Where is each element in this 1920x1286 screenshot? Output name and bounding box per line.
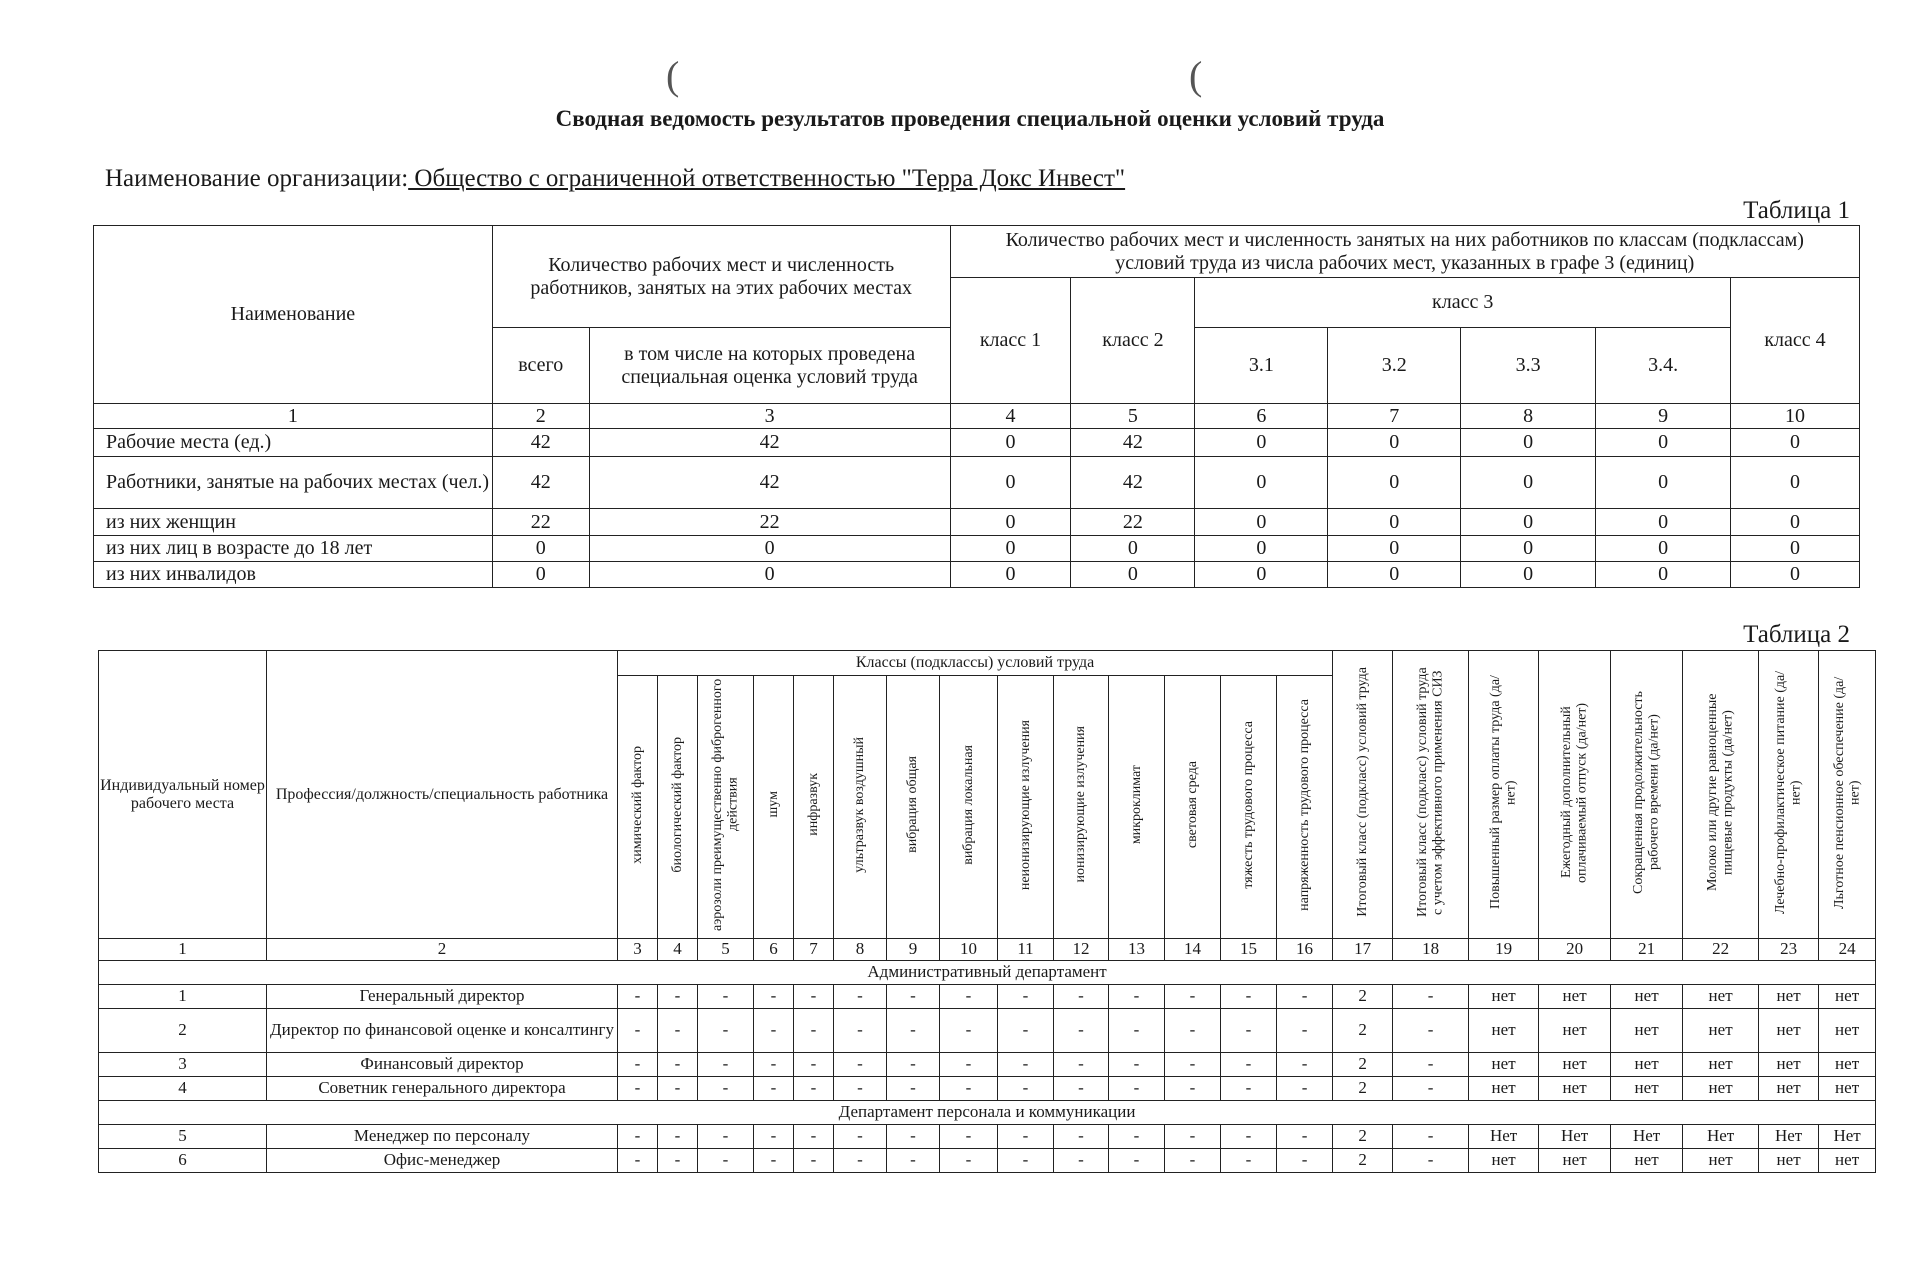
factor-class: - <box>658 985 698 1009</box>
factor-class: - <box>794 1077 834 1101</box>
guarantee-value: нет <box>1683 1009 1759 1053</box>
column-number: 21 <box>1611 939 1683 961</box>
factor-class: - <box>1165 985 1221 1009</box>
factor-class: - <box>754 1077 794 1101</box>
factor-class: - <box>1277 1053 1333 1077</box>
department-name: Департамент персонала и коммуникации <box>99 1101 1876 1125</box>
header-class3-3: 3.3 <box>1461 328 1596 404</box>
factor-class: - <box>754 985 794 1009</box>
column-number-row <box>99 939 1876 961</box>
cell-value: 0 <box>950 536 1071 562</box>
profession-name: Директор по финансовой оценке и консалтингу <box>267 1009 618 1053</box>
cell-value: 0 <box>1195 509 1328 536</box>
cell-value: 22 <box>492 509 589 536</box>
factor-class: - <box>754 1053 794 1077</box>
cell-value: 0 <box>950 562 1071 588</box>
factor-class: - <box>1221 985 1277 1009</box>
guarantee-value: нет <box>1819 985 1876 1009</box>
final-class-siz: - <box>1393 1125 1469 1149</box>
guarantee-value: нет <box>1539 1053 1611 1077</box>
cell-value: 0 <box>1461 509 1596 536</box>
header-assessed: в том числе на которых проведена специальная оценка условий труда <box>589 328 950 404</box>
factor-class: - <box>794 1053 834 1077</box>
header-milk: Молоко или другие равноценные пищевые продукты (да/нет) <box>1683 651 1759 939</box>
factor-class: - <box>1109 1053 1165 1077</box>
column-number: 13 <box>1109 939 1165 961</box>
cell-value: 0 <box>1596 509 1731 536</box>
guarantee-value: нет <box>1611 1053 1683 1077</box>
row-name: из них инвалидов <box>94 562 493 588</box>
cell-value: 0 <box>1596 536 1731 562</box>
factor-class: - <box>1054 1053 1109 1077</box>
factor-class: - <box>754 1149 794 1173</box>
factor-class: - <box>1165 1149 1221 1173</box>
column-number: 4 <box>658 939 698 961</box>
cell-value: 0 <box>1731 562 1860 588</box>
guarantee-value: нет <box>1759 1053 1819 1077</box>
factor-class: - <box>887 1053 940 1077</box>
header-workplaces-group: Количество рабочих мест и численность работников, занятых на этих рабочих местах <box>492 226 950 328</box>
guarantee-value: нет <box>1469 1149 1539 1173</box>
cell-value: 0 <box>1195 562 1328 588</box>
guarantee-value: нет <box>1469 1077 1539 1101</box>
column-number: 9 <box>887 939 940 961</box>
handwritten-mark: ( <box>666 53 680 98</box>
factor-class: - <box>940 1125 998 1149</box>
column-number: 19 <box>1469 939 1539 961</box>
workplaces-table <box>98 650 1876 1173</box>
column-number: 2 <box>267 939 618 961</box>
guarantee-value: нет <box>1611 1009 1683 1053</box>
factor-class: - <box>887 1077 940 1101</box>
factor-class: - <box>658 1009 698 1053</box>
cell-value: 42 <box>1071 457 1195 509</box>
guarantee-value: нет <box>1611 985 1683 1009</box>
header-name: Наименование <box>94 226 493 404</box>
workplace-rows <box>99 961 1876 1173</box>
factor-class: - <box>618 1125 658 1149</box>
factor-class: - <box>834 1077 887 1101</box>
header-increased-pay: Повышенный размер оплаты труда (да/нет) <box>1469 651 1539 939</box>
workplace-id: 5 <box>99 1125 267 1149</box>
factor-class: - <box>618 1077 658 1101</box>
column-number: 24 <box>1819 939 1876 961</box>
factor-class: - <box>834 1053 887 1077</box>
guarantee-value: нет <box>1539 1009 1611 1053</box>
column-number: 1 <box>99 939 267 961</box>
table2-label: Таблица 2 <box>1743 621 1850 648</box>
cell-value: 0 <box>1328 536 1461 562</box>
cell-value: 0 <box>1328 457 1461 509</box>
final-class: 2 <box>1333 1077 1393 1101</box>
header-class3-1: 3.1 <box>1195 328 1328 404</box>
factor-class: - <box>1221 1009 1277 1053</box>
cell-value: 0 <box>1461 429 1596 457</box>
factor-class: - <box>698 1125 754 1149</box>
header-reduced-time: Сокращенная продолжительность рабочего времени (да/нет) <box>1611 651 1683 939</box>
guarantee-value: нет <box>1759 1009 1819 1053</box>
organization-line <box>105 165 1125 193</box>
summary-row <box>94 562 1860 588</box>
guarantee-value: Нет <box>1759 1125 1819 1149</box>
header-classes-group: Количество рабочих мест и численность занятых на них работников по классам (подклассам) условий труда из числа рабочих мест, указанных в графе 3 (единиц) <box>950 226 1859 278</box>
guarantee-value: нет <box>1539 985 1611 1009</box>
header-final-class-siz: Итоговый класс (подкласс) условий труда с учетом эффективного применения СИЗ <box>1393 651 1469 939</box>
guarantee-value: нет <box>1759 1077 1819 1101</box>
cell-value: 0 <box>1195 536 1328 562</box>
column-number: 7 <box>794 939 834 961</box>
final-class: 2 <box>1333 985 1393 1009</box>
column-number: 3 <box>618 939 658 961</box>
header-factor: ионизирующие излучения <box>1054 676 1109 939</box>
column-number: 20 <box>1539 939 1611 961</box>
factor-class: - <box>1165 1125 1221 1149</box>
header-factor: химический фактор <box>618 676 658 939</box>
workplace-row <box>99 1149 1876 1173</box>
factor-class: - <box>1165 1053 1221 1077</box>
guarantee-value: нет <box>1683 1077 1759 1101</box>
factor-class: - <box>1054 1077 1109 1101</box>
guarantee-value: нет <box>1819 1149 1876 1173</box>
factor-class: - <box>754 1125 794 1149</box>
header-factor: вибрация общая <box>887 676 940 939</box>
header-factor: шум <box>754 676 794 939</box>
cell-value: 0 <box>1731 536 1860 562</box>
guarantee-value: нет <box>1469 1009 1539 1053</box>
header-factor: ультразвук воздушный <box>834 676 887 939</box>
factor-class: - <box>998 1077 1054 1101</box>
summary-row <box>94 429 1860 457</box>
column-number: 8 <box>834 939 887 961</box>
header-factor: инфразвук <box>794 676 834 939</box>
guarantee-value: Нет <box>1469 1125 1539 1149</box>
cell-value: 0 <box>1596 562 1731 588</box>
cell-value: 0 <box>1328 509 1461 536</box>
column-number: 10 <box>1731 404 1860 429</box>
profession-name: Офис-менеджер <box>267 1149 618 1173</box>
factor-class: - <box>658 1053 698 1077</box>
guarantee-value: Нет <box>1539 1125 1611 1149</box>
factor-class: - <box>618 1149 658 1173</box>
column-number: 12 <box>1054 939 1109 961</box>
cell-value: 0 <box>1071 536 1195 562</box>
factor-class: - <box>1277 1009 1333 1053</box>
guarantee-value: Нет <box>1611 1125 1683 1149</box>
factor-class: - <box>1221 1125 1277 1149</box>
factor-class: - <box>887 1125 940 1149</box>
header-factor: вибрация локальная <box>940 676 998 939</box>
column-number: 2 <box>492 404 589 429</box>
factor-class: - <box>794 1009 834 1053</box>
column-number: 16 <box>1277 939 1333 961</box>
header-factor: микроклимат <box>1109 676 1165 939</box>
guarantee-value: нет <box>1819 1077 1876 1101</box>
cell-value: 0 <box>1731 509 1860 536</box>
workplace-row <box>99 1125 1876 1149</box>
header-factor: биологический фактор <box>658 676 698 939</box>
header-conditions-group: Классы (подклассы) условий труда <box>618 651 1333 676</box>
factor-class: - <box>998 985 1054 1009</box>
summary-row <box>94 457 1860 509</box>
factor-class: - <box>754 1009 794 1053</box>
factor-class: - <box>998 1009 1054 1053</box>
guarantee-value: Нет <box>1683 1125 1759 1149</box>
guarantee-value: нет <box>1539 1077 1611 1101</box>
workplace-id: 6 <box>99 1149 267 1173</box>
factor-class: - <box>618 985 658 1009</box>
cell-value: 42 <box>1071 429 1195 457</box>
handwritten-mark: ( <box>1189 53 1203 98</box>
factor-class: - <box>940 1077 998 1101</box>
factor-class: - <box>834 1009 887 1053</box>
column-number: 14 <box>1165 939 1221 961</box>
column-number: 3 <box>589 404 950 429</box>
guarantee-value: нет <box>1819 1053 1876 1077</box>
factor-class: - <box>1277 1149 1333 1173</box>
factor-class: - <box>998 1125 1054 1149</box>
header-class3-2: 3.2 <box>1328 328 1461 404</box>
guarantee-value: нет <box>1759 1149 1819 1173</box>
cell-value: 42 <box>589 429 950 457</box>
column-number: 4 <box>950 404 1071 429</box>
factor-class: - <box>998 1149 1054 1173</box>
column-number: 18 <box>1393 939 1469 961</box>
column-number: 17 <box>1333 939 1393 961</box>
guarantee-value: нет <box>1683 1149 1759 1173</box>
guarantee-value: нет <box>1469 1053 1539 1077</box>
cell-value: 0 <box>1596 429 1731 457</box>
column-number: 1 <box>94 404 493 429</box>
cell-value: 0 <box>1328 429 1461 457</box>
workplace-row <box>99 1077 1876 1101</box>
column-number: 11 <box>998 939 1054 961</box>
cell-value: 42 <box>589 457 950 509</box>
final-class-siz: - <box>1393 1053 1469 1077</box>
department-row <box>99 961 1876 985</box>
workplace-row <box>99 985 1876 1009</box>
factor-class: - <box>1054 985 1109 1009</box>
factor-class: - <box>887 1009 940 1053</box>
column-number: 7 <box>1328 404 1461 429</box>
header-workplace-id: Индивидуальный номер рабочего места <box>99 651 267 939</box>
factor-class: - <box>794 1149 834 1173</box>
guarantee-value: нет <box>1611 1077 1683 1101</box>
organization-label: Наименование организации: <box>105 165 409 192</box>
header-class1: класс 1 <box>950 278 1071 404</box>
factor-class: - <box>887 985 940 1009</box>
column-number: 6 <box>1195 404 1328 429</box>
final-class-siz: - <box>1393 1009 1469 1053</box>
final-class-siz: - <box>1393 1077 1469 1101</box>
header-factor: аэрозоли преимущественно фиброгенного действия <box>698 676 754 939</box>
factor-class: - <box>998 1053 1054 1077</box>
cell-value: 0 <box>1195 457 1328 509</box>
factor-class: - <box>1054 1009 1109 1053</box>
factor-class: - <box>1277 1125 1333 1149</box>
factor-class: - <box>1165 1009 1221 1053</box>
header-class3: класс 3 <box>1195 278 1731 328</box>
factor-class: - <box>834 1125 887 1149</box>
factor-class: - <box>887 1149 940 1173</box>
column-number: 5 <box>698 939 754 961</box>
header-profession: Профессия/должность/специальность работника <box>267 651 618 939</box>
row-name: Работники, занятые на рабочих местах (чел.) <box>94 457 493 509</box>
summary-row <box>94 536 1860 562</box>
workplace-id: 1 <box>99 985 267 1009</box>
column-number: 22 <box>1683 939 1759 961</box>
cell-value: 42 <box>492 457 589 509</box>
column-number: 10 <box>940 939 998 961</box>
table1-label: Таблица 1 <box>1743 197 1850 224</box>
factor-class: - <box>618 1009 658 1053</box>
cell-value: 0 <box>1071 562 1195 588</box>
row-name: Рабочие места (ед.) <box>94 429 493 457</box>
row-name: из них лиц в возрасте до 18 лет <box>94 536 493 562</box>
guarantee-value: Нет <box>1819 1125 1876 1149</box>
guarantee-value: нет <box>1683 1053 1759 1077</box>
column-number: 9 <box>1596 404 1731 429</box>
guarantee-value: нет <box>1539 1149 1611 1173</box>
final-class: 2 <box>1333 1009 1393 1053</box>
cell-value: 0 <box>1461 457 1596 509</box>
summary-row <box>94 509 1860 536</box>
header-class3-4: 3.4. <box>1596 328 1731 404</box>
cell-value: 0 <box>1461 536 1596 562</box>
factor-class: - <box>1277 1077 1333 1101</box>
cell-value: 0 <box>950 509 1071 536</box>
cell-value: 0 <box>589 536 950 562</box>
header-total: всего <box>492 328 589 404</box>
header-class4: класс 4 <box>1731 278 1860 404</box>
factor-class: - <box>1221 1053 1277 1077</box>
factor-class: - <box>794 1125 834 1149</box>
profession-name: Менеджер по персоналу <box>267 1125 618 1149</box>
cell-value: 42 <box>492 429 589 457</box>
cell-value: 0 <box>950 457 1071 509</box>
final-class: 2 <box>1333 1149 1393 1173</box>
factor-class: - <box>1054 1149 1109 1173</box>
factor-class: - <box>1054 1125 1109 1149</box>
header-factor: напряженность трудового процесса <box>1277 676 1333 939</box>
factor-class: - <box>940 1009 998 1053</box>
header-factor: тяжесть трудового процесса <box>1221 676 1277 939</box>
workplace-row <box>99 1053 1876 1077</box>
factor-class: - <box>698 1077 754 1101</box>
cell-value: 0 <box>1328 562 1461 588</box>
workplace-id: 3 <box>99 1053 267 1077</box>
cell-value: 0 <box>492 562 589 588</box>
profession-name: Советник генерального директора <box>267 1077 618 1101</box>
column-number: 23 <box>1759 939 1819 961</box>
cell-value: 22 <box>1071 509 1195 536</box>
cell-value: 0 <box>1596 457 1731 509</box>
workplace-row <box>99 1009 1876 1053</box>
column-number-row <box>94 404 1860 429</box>
factor-class: - <box>794 985 834 1009</box>
cell-value: 22 <box>589 509 950 536</box>
factor-class: - <box>658 1149 698 1173</box>
cell-value: 0 <box>1461 562 1596 588</box>
row-name: из них женщин <box>94 509 493 536</box>
profession-name: Генеральный директор <box>267 985 618 1009</box>
final-class-siz: - <box>1393 1149 1469 1173</box>
cell-value: 0 <box>1731 457 1860 509</box>
department-row <box>99 1101 1876 1125</box>
workplace-id: 2 <box>99 1009 267 1053</box>
factor-class: - <box>834 985 887 1009</box>
guarantee-value: нет <box>1469 985 1539 1009</box>
factor-class: - <box>940 1149 998 1173</box>
factor-class: - <box>940 985 998 1009</box>
cell-value: 0 <box>1195 429 1328 457</box>
factor-class: - <box>940 1053 998 1077</box>
summary-table <box>93 225 1860 588</box>
factor-class: - <box>658 1077 698 1101</box>
guarantee-value: нет <box>1611 1149 1683 1173</box>
header-class2: класс 2 <box>1071 278 1195 404</box>
factor-class: - <box>1109 1009 1165 1053</box>
factor-class: - <box>1109 985 1165 1009</box>
factor-class: - <box>1221 1149 1277 1173</box>
header-final-class: Итоговый класс (подкласс) условий труда <box>1333 651 1393 939</box>
final-class: 2 <box>1333 1125 1393 1149</box>
workplace-id: 4 <box>99 1077 267 1101</box>
column-number: 15 <box>1221 939 1277 961</box>
department-name: Административный департамент <box>99 961 1876 985</box>
cell-value: 0 <box>1731 429 1860 457</box>
factor-class: - <box>1277 985 1333 1009</box>
final-class: 2 <box>1333 1053 1393 1077</box>
column-number: 6 <box>754 939 794 961</box>
factor-class: - <box>698 1053 754 1077</box>
factor-class: - <box>1109 1077 1165 1101</box>
factor-class: - <box>1221 1077 1277 1101</box>
factor-class: - <box>698 985 754 1009</box>
guarantee-value: нет <box>1819 1009 1876 1053</box>
factor-class: - <box>698 1149 754 1173</box>
factor-class: - <box>618 1053 658 1077</box>
factor-class: - <box>1109 1125 1165 1149</box>
header-extra-leave: Ежегодный дополнительный оплачиваемый отпуск (да/нет) <box>1539 651 1611 939</box>
cell-value: 0 <box>950 429 1071 457</box>
factor-class: - <box>1109 1149 1165 1173</box>
organization-name: Общество с ограниченной ответственностью "Терра Докс Инвест" <box>408 165 1126 192</box>
cell-value: 0 <box>589 562 950 588</box>
header-factor: неионизирующие излучения <box>998 676 1054 939</box>
header-pension: Льготное пенсионное обеспечение (да/нет) <box>1819 651 1876 939</box>
document-title: Сводная ведомость результатов проведения специальной оценки условий труда <box>555 106 1385 131</box>
factor-class: - <box>834 1149 887 1173</box>
column-number: 5 <box>1071 404 1195 429</box>
factor-class: - <box>1165 1077 1221 1101</box>
column-number: 8 <box>1461 404 1596 429</box>
factor-class: - <box>698 1009 754 1053</box>
factor-class: - <box>658 1125 698 1149</box>
profession-name: Финансовый директор <box>267 1053 618 1077</box>
guarantee-value: нет <box>1759 985 1819 1009</box>
cell-value: 0 <box>492 536 589 562</box>
final-class-siz: - <box>1393 985 1469 1009</box>
header-therapeutic-food: Лечебно-профилактическое питание (да/нет) <box>1759 651 1819 939</box>
header-factor: световая среда <box>1165 676 1221 939</box>
guarantee-value: нет <box>1683 985 1759 1009</box>
